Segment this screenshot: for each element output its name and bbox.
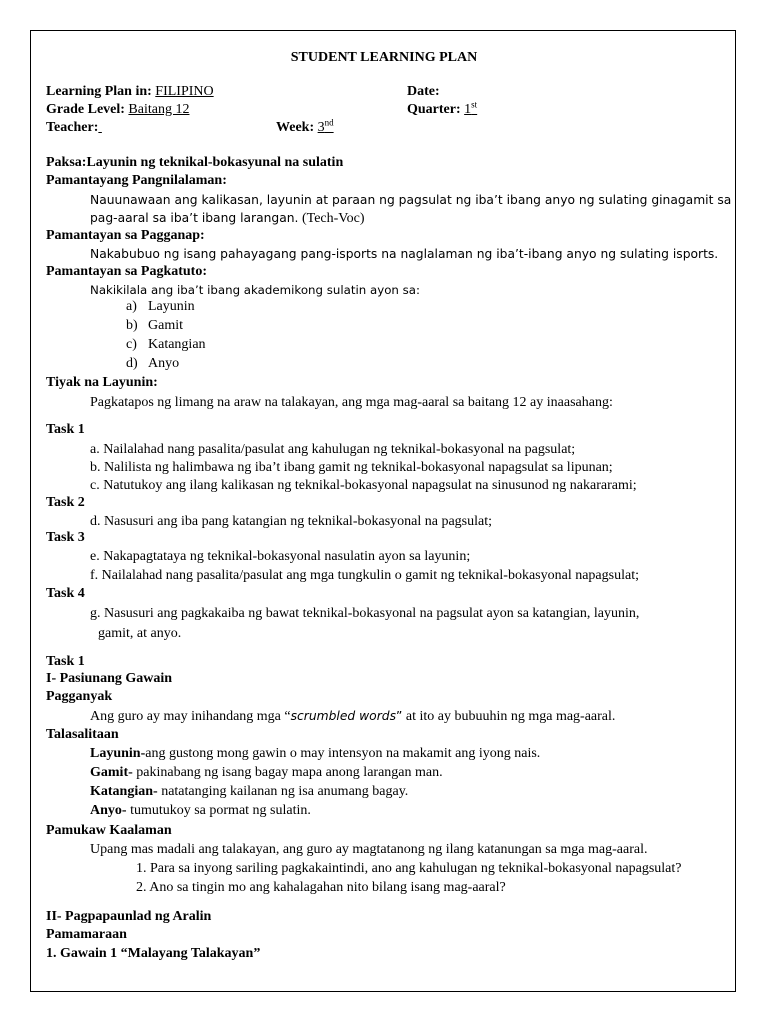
- week-number: 3: [317, 120, 325, 135]
- pamukaw-heading: Pamukaw Kaalaman: [46, 823, 172, 838]
- paksa-heading: Paksa:Layunin ng teknikal-bokasyunal na sulatin: [46, 155, 344, 170]
- task-3-heading: Task 3: [46, 530, 85, 545]
- pagganap-heading: Pamantayan sa Pagganap:: [46, 228, 205, 243]
- pangnilalaman-line-2b: (Tech-Voc): [298, 211, 365, 226]
- pagganap-line-1: Nakabubuo ng isang pahayagang pang-isports na naglalaman ng iba’t-ibang anyo ng sulating isports.: [90, 247, 719, 261]
- quarter-number: 1: [464, 102, 472, 117]
- list-item-text: Gamit: [148, 318, 183, 333]
- grade-level-value: Baitang 12: [128, 102, 190, 117]
- quarter-label: Quarter:: [407, 102, 461, 117]
- task-2d: d. Nasusuri ang iba pang katangian ng teknikal-bokasyonal na pagsulat;: [90, 514, 493, 529]
- task-4g-line-1: g. Nasusuri ang pagkakaiba ng bawat teknikal-bokasyonal na pagsulat ayon sa katangian, layunin,: [90, 606, 640, 621]
- grade-level-field: [46, 101, 189, 119]
- learning-plan-label: Learning Plan in:: [46, 84, 152, 99]
- list-item-text: Anyo: [148, 356, 180, 371]
- pangnilalaman-line-1: Nauunawaan ang kalikasan, layunin at paraan ng pagsulat ng iba’t ibang anyo ng sulating ginagamit sa: [90, 193, 732, 207]
- pagkatuto-line-1: Nakikilala ang iba’t ibang akademikong sulatin ayon sa:: [90, 283, 421, 297]
- pamukaw-line: Upang mas madali ang talakayan, ang guro ay magtatanong ng ilang katanungan sa mga mag-aaral.: [90, 842, 648, 857]
- week-suffix: nd: [324, 117, 334, 128]
- list-item: [126, 298, 137, 316]
- tiyak-line-1: Pagkatapos ng limang na araw na talakayan, ang mga mag-aaral sa baitang 12 ay inaasahang:: [90, 395, 613, 410]
- task-1c: c. Natutukoy ang ilang kalikasan ng teknikal-bokasyonal napagsulat na sinusunod ng nakararami;: [90, 478, 637, 493]
- task-3f: f. Nailalahad nang pasalita/pasulat ang mga tungkulin o gamit ng teknikal-bokasyonal napagsulat;: [90, 568, 639, 583]
- term-definition: natatanging kailanan ng isa anumang bagay.: [157, 784, 409, 799]
- task-1a: a. Nailalahad nang pasalita/pasulat ang kahulugan ng teknikal-bokasyonal na pagsulat;: [90, 442, 576, 457]
- term-row: [90, 802, 311, 820]
- question-1: 1. Para sa inyong sariling pagkakaintindi, ano ang kahulugan ng teknikal-bokasyonal napagsulat?: [136, 861, 682, 876]
- pagganyak-close-quote: ”: [395, 709, 403, 723]
- task-1b: b. Nalilista ng halimbawa ng iba’t ibang gamit ng teknikal-bokasyonal napagsulat sa lipunan;: [90, 460, 613, 475]
- teacher-field: [46, 119, 102, 137]
- task-3e: e. Nakapagtataya ng teknikal-bokasyonal nasulatin ayon sa layunin;: [90, 549, 471, 564]
- term-definition: ang gustong mong gawin o may intensyon na makamit ang iyong nais.: [145, 746, 541, 761]
- learning-plan-field: [46, 83, 214, 101]
- quarter-suffix: st: [471, 99, 478, 110]
- tiyak-heading: Tiyak na Layunin:: [46, 375, 158, 390]
- teacher-value: [98, 120, 102, 135]
- task-4g-line-2: gamit, at anyo.: [98, 626, 182, 641]
- task-1-heading: Task 1: [46, 422, 85, 437]
- task-4-heading: Task 4: [46, 586, 85, 601]
- week-field: [276, 119, 334, 137]
- pamamaraan-heading: Pamamaraan: [46, 927, 127, 942]
- list-item: [126, 355, 138, 373]
- section-2-heading: II- Pagpapaunlad ng Aralin: [46, 909, 212, 924]
- term-label: Anyo-: [90, 803, 127, 818]
- list-item-text: Layunin: [148, 299, 195, 314]
- term-row: [90, 745, 540, 763]
- document-page: [30, 30, 736, 992]
- week-value: [317, 117, 334, 135]
- quarter-value: [464, 99, 478, 117]
- term-definition: tumutukoy sa pormat ng sulatin.: [126, 803, 311, 818]
- list-marker: a): [126, 299, 137, 314]
- list-marker: d): [126, 356, 138, 371]
- term-row: [90, 764, 443, 782]
- section-1-heading: I- Pasiunang Gawain: [46, 671, 173, 686]
- pagganyak-italic: scrumbled words: [290, 709, 396, 723]
- term-label: Layunin-: [90, 746, 146, 761]
- document-title: STUDENT LEARNING PLAN: [290, 50, 478, 65]
- teacher-label: Teacher:: [46, 120, 99, 135]
- grade-level-label: Grade Level:: [46, 102, 125, 117]
- gawain-heading: 1. Gawain 1 “Malayang Talakayan”: [46, 946, 261, 961]
- section-1-task: Task 1: [46, 654, 85, 669]
- week-label: Week:: [276, 120, 315, 135]
- list-marker: b): [126, 318, 138, 333]
- term-row: [90, 783, 408, 801]
- term-label: Gamit-: [90, 765, 133, 780]
- pagganyak-text-before: Ang guro ay may inihandang mga “: [90, 709, 291, 724]
- pagganyak-line: [90, 707, 615, 726]
- task-2-heading: Task 2: [46, 495, 85, 510]
- pangnilalaman-heading: Pamantayang Pangnilalaman:: [46, 173, 227, 188]
- list-item-text: Katangian: [148, 337, 206, 352]
- pangnilalaman-line-2a: pag-aaral sa iba’t ibang larangan.: [90, 211, 299, 225]
- question-2: 2. Ano sa tingin mo ang kahalagahan nito bilang isang mag-aaral?: [136, 880, 506, 895]
- talasalitaan-heading: Talasalitaan: [46, 727, 119, 742]
- pangnilalaman-line-2: [90, 209, 364, 228]
- date-label: Date:: [407, 84, 440, 99]
- quarter-field: [407, 101, 477, 119]
- pagkatuto-heading: Pamantayan sa Pagkatuto:: [46, 264, 208, 279]
- list-marker: c): [126, 337, 137, 352]
- term-definition: pakinabang ng isang bagay mapa anong larangan man.: [132, 765, 443, 780]
- list-item: [126, 317, 138, 335]
- pagganyak-heading: Pagganyak: [46, 689, 113, 704]
- learning-plan-value: FILIPINO: [155, 84, 214, 99]
- term-label: Katangian-: [90, 784, 158, 799]
- pagganyak-text-after: at ito ay bubuuhin ng mga mag-aaral.: [402, 709, 616, 724]
- list-item: [126, 336, 137, 354]
